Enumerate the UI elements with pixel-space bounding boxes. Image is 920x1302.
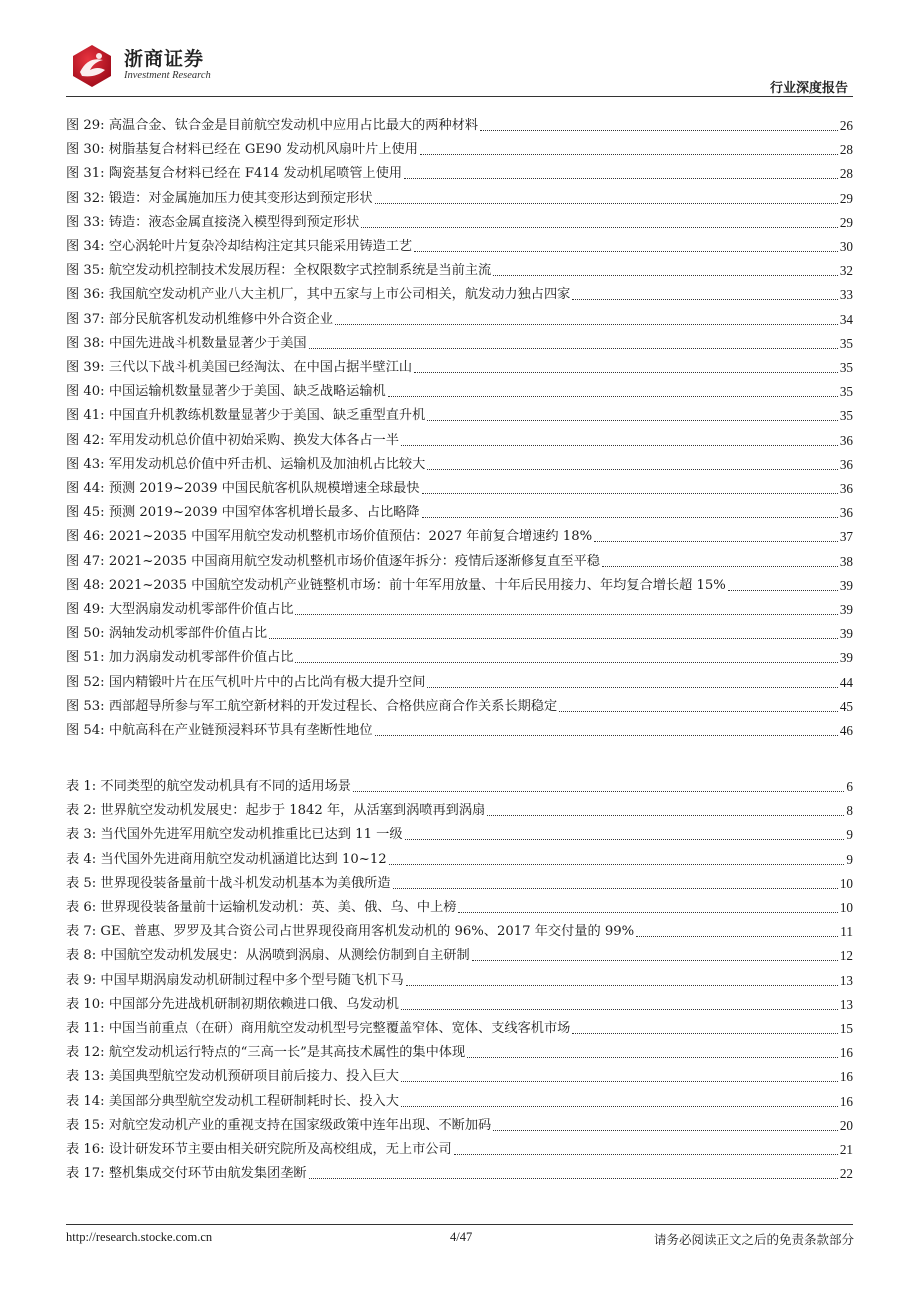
entry-title: GE、普惠、罗罗及其合资公司占世界现役商用客机发动机的 96%、2017 年交付量的 99% [100, 924, 635, 940]
dot-leader [728, 590, 838, 591]
dot-leader [493, 1130, 838, 1131]
entry-title: 航空发动机运行特点的“三高一长”是其高技术属性的集中体现 [108, 1045, 466, 1061]
dot-leader [414, 372, 838, 373]
disclaimer-note: 请务必阅读正文之后的免责条款部分 [653, 1232, 854, 1247]
entry-label: 表 6: [66, 900, 97, 915]
dot-leader [559, 711, 838, 712]
table-entry[interactable] [66, 1065, 853, 1087]
entry-title: 中航高科在产业链预浸料环节具有垄断性地位 [108, 723, 373, 738]
entry-page-number: 36 [839, 456, 853, 472]
entry-label: 图 42: [66, 432, 105, 448]
entry-title: 预测 2019~2039 中国民航客机队规模增速全球最快 [108, 481, 420, 496]
dot-leader [480, 130, 838, 131]
entry-label: 图 43: [66, 456, 105, 472]
entry-title: 涡轴发动机零部件价值占比 [108, 626, 268, 642]
footer-divider [66, 1224, 853, 1225]
figure-entry[interactable] [66, 695, 853, 717]
dot-leader [467, 1057, 838, 1058]
dot-leader [427, 469, 838, 470]
entry-page-number: 10 [839, 875, 853, 891]
entry-page-number: 36 [839, 432, 853, 448]
table-entry[interactable] [66, 1041, 853, 1063]
entry-label: 图 52: [66, 674, 105, 690]
dot-leader [375, 735, 838, 736]
entry-page-number: 39 [839, 650, 853, 666]
table-entry[interactable] [66, 775, 853, 797]
dot-leader [401, 1009, 838, 1010]
figure-entry[interactable] [66, 453, 853, 475]
entry-page-number: 32 [839, 263, 853, 279]
entry-label: 图 37: [66, 311, 105, 327]
dot-leader [422, 493, 838, 494]
page-number: 4/47 [450, 1230, 473, 1244]
entry-title: 高温合金、钛合金是目前航空发动机中应用占比最大的两种材料 [108, 118, 479, 133]
entry-page-number: 36 [839, 481, 853, 496]
table-entry[interactable] [66, 823, 853, 845]
page-header [0, 0, 920, 100]
entry-label: 图 38: [66, 335, 105, 351]
figure-entry[interactable] [66, 598, 853, 620]
table-entry[interactable] [66, 969, 853, 991]
entry-label: 表 17: [66, 1166, 105, 1182]
dot-leader [405, 839, 845, 840]
entry-label: 图 47: [66, 553, 105, 569]
table-entry[interactable] [66, 848, 853, 870]
entry-title: 对航空发动机产业的重视支持在国家级政策中连年出现、不断加码 [108, 1117, 492, 1133]
entry-title: 三代以下战斗机美国已经淘汰、在中国占据半壁江山 [108, 360, 413, 375]
entry-page-number: 38 [839, 553, 853, 569]
entry-title: 美国部分典型航空发动机工程研制耗时长、投入大 [108, 1093, 399, 1109]
entry-title: 航空发动机控制技术发展历程：全权限数字式控制系统是当前主流 [108, 263, 492, 279]
dot-leader [458, 912, 837, 913]
dot-leader [427, 687, 838, 688]
figure-entry[interactable] [66, 550, 853, 572]
entry-title: 世界航空发动机发展史：起步于 1842 年，从活塞到涡喷再到涡扇 [100, 803, 486, 819]
entry-label: 图 49: [66, 602, 105, 617]
entry-page-number: 35 [839, 360, 853, 375]
entry-page-number: 28 [839, 166, 853, 182]
entry-label: 表 5: [66, 875, 97, 891]
dot-leader [572, 1033, 837, 1034]
table-entry[interactable] [66, 944, 853, 966]
entry-page-number: 36 [839, 505, 853, 521]
entry-label: 图 30: [66, 142, 105, 158]
entry-page-number: 22 [839, 1166, 853, 1182]
entry-title: 中国航空发动机发展史：从涡喷到涡扇、从测绘仿制到自主研制 [100, 948, 470, 964]
entry-page-number: 26 [839, 118, 853, 133]
entry-title: 陶瓷基复合材料已经在 F414 发动机尾喷管上使用 [108, 166, 403, 182]
figure-entry[interactable] [66, 114, 853, 136]
entry-title: 当代国外先进商用航空发动机涵道比达到 10~12 [100, 851, 387, 867]
entry-label: 表 10: [66, 996, 105, 1012]
entry-title: 美国典型航空发动机预研项目前后接力、投入巨大 [108, 1069, 399, 1085]
dot-leader [420, 154, 838, 155]
dot-leader [414, 251, 838, 252]
logo-english-name: Investment Research [124, 70, 211, 81]
figure-entry[interactable] [66, 235, 853, 257]
entry-label: 图 45: [66, 505, 105, 521]
entry-label: 图 53: [66, 698, 105, 714]
dot-leader [375, 203, 838, 204]
dot-leader [393, 888, 838, 889]
entry-label: 图 51: [66, 650, 105, 666]
entry-title: 锻造：对金属施加压力使其变形达到预定形状 [108, 190, 373, 206]
entry-page-number: 15 [839, 1021, 853, 1036]
entry-label: 表 15: [66, 1117, 105, 1133]
figure-entry[interactable] [66, 477, 853, 499]
dot-leader [454, 1154, 838, 1155]
entry-label: 图 46: [66, 529, 105, 545]
dot-leader [636, 936, 838, 937]
table-entry[interactable] [66, 920, 853, 942]
entry-label: 图 31: [66, 166, 105, 182]
entry-page-number: 44 [839, 674, 853, 690]
entry-title: 军用发动机总价值中初始采购、换发大体各占一半 [108, 432, 399, 448]
dot-leader [406, 985, 838, 986]
entry-title: 我国航空发动机产业八大主机厂，其中五家与上市公司相关，航发动力独占四家 [108, 287, 571, 303]
entry-page-number: 20 [839, 1117, 853, 1133]
figure-entry[interactable] [66, 574, 853, 596]
entry-label: 表 4: [66, 851, 97, 867]
dot-leader [401, 445, 838, 446]
dot-leader [594, 541, 838, 542]
entry-label: 表 13: [66, 1069, 105, 1085]
header-divider [66, 96, 853, 97]
entry-page-number: 45 [839, 698, 853, 714]
figure-entry[interactable] [66, 501, 853, 523]
entry-title: 中国部分先进战机研制初期依赖进口俄、乌发动机 [108, 996, 399, 1012]
table-entry[interactable] [66, 1162, 853, 1184]
entry-label: 表 8: [66, 948, 97, 964]
entry-label: 表 2: [66, 803, 97, 819]
entry-label: 图 41: [66, 408, 105, 424]
entry-page-number: 16 [839, 1045, 853, 1061]
dot-leader [309, 1178, 838, 1179]
entry-label: 图 32: [66, 190, 105, 206]
dot-leader [309, 348, 838, 349]
dot-leader [472, 960, 838, 961]
entry-title: 当代国外先进军用航空发动机推重比已达到 11 一级 [100, 827, 403, 843]
entry-label: 图 29: [66, 118, 105, 133]
table-entry[interactable] [66, 799, 853, 821]
figure-entry[interactable] [66, 380, 853, 402]
entry-page-number: 28 [839, 142, 853, 158]
entry-page-number: 12 [839, 948, 853, 964]
entry-title: 西部超导所参与军工航空新材料的开发过程长、合格供应商合作关系长期稳定 [108, 698, 558, 714]
figure-entry[interactable] [66, 525, 853, 547]
dot-leader [401, 1106, 838, 1107]
entry-title: 大型涡扇发动机零部件价值占比 [108, 602, 294, 617]
entry-page-number: 13 [839, 972, 853, 988]
entry-page-number: 29 [839, 214, 853, 230]
entry-label: 图 35: [66, 263, 105, 279]
entry-page-number: 39 [839, 602, 853, 617]
dot-leader [422, 517, 838, 518]
entry-page-number: 16 [839, 1069, 853, 1085]
entry-page-number: 35 [839, 408, 853, 424]
figure-entry[interactable] [66, 646, 853, 668]
entry-title: 世界现役装备量前十战斗机发动机基本为美俄所造 [100, 875, 391, 891]
dot-leader [487, 815, 844, 816]
entry-label: 图 44: [66, 481, 105, 496]
table-entry[interactable] [66, 896, 853, 918]
figure-entry[interactable] [66, 259, 853, 281]
dot-leader [361, 227, 837, 228]
entry-title: 中国当前重点（在研）商用航空发动机型号完整覆盖窄体、宽体、支线客机市场 [108, 1021, 571, 1036]
figure-entry[interactable] [66, 187, 853, 209]
entry-page-number: 29 [839, 190, 853, 206]
entry-title: 中国直升机教练机数量显著少于美国、缺乏重型直升机 [108, 408, 426, 424]
entry-label: 表 7: [66, 924, 97, 940]
figure-entry[interactable] [66, 211, 853, 233]
entry-label: 图 36: [66, 287, 105, 303]
entry-page-number: 9 [846, 827, 853, 843]
entry-title: 铸造：液态金属直接浇入模型得到预定形状 [108, 214, 360, 230]
figure-entry[interactable] [66, 308, 853, 330]
figure-entry[interactable] [66, 332, 853, 354]
entry-page-number: 10 [839, 900, 853, 915]
logo-chinese-name: 浙商证券 [124, 48, 205, 70]
figure-entry[interactable] [66, 404, 853, 426]
dot-leader [335, 324, 838, 325]
entry-page-number: 11 [840, 924, 853, 940]
dot-leader [295, 662, 837, 663]
figure-entry[interactable] [66, 283, 853, 305]
dot-leader [427, 420, 838, 421]
entry-title: 部分民航客机发动机维修中外合资企业 [108, 311, 333, 327]
figure-entry[interactable] [66, 622, 853, 644]
footer-url-link[interactable]: http://research.stocke.com.cn [66, 1230, 213, 1244]
table-entry[interactable] [66, 1114, 853, 1136]
dot-leader [493, 275, 838, 276]
entry-title: 中国早期涡扇发动机研制过程中多个型号随飞机下马 [100, 972, 404, 988]
entry-label: 图 50: [66, 626, 105, 642]
figure-entry[interactable] [66, 356, 853, 378]
entry-label: 表 11: [66, 1021, 105, 1036]
entry-page-number: 16 [839, 1093, 853, 1109]
entry-page-number: 37 [839, 529, 853, 545]
entry-title: 设计研发环节主要由相关研究院所及高校组成，无上市公司 [108, 1142, 452, 1157]
figure-entry[interactable] [66, 719, 853, 741]
entry-page-number: 46 [839, 723, 853, 738]
entry-page-number: 35 [839, 335, 853, 351]
entry-page-number: 33 [839, 287, 853, 303]
dot-leader [404, 178, 838, 179]
entry-title: 空心涡轮叶片复杂冷却结构注定其只能采用铸造工艺 [108, 239, 413, 254]
entry-title: 预测 2019~2039 中国窄体客机增长最多、占比略降 [108, 505, 420, 521]
dot-leader [602, 566, 838, 567]
dot-leader [388, 396, 838, 397]
entry-title: 中国运输机数量显著少于美国、缺乏战略运输机 [108, 384, 386, 400]
table-entry[interactable] [66, 1017, 853, 1039]
figure-entry[interactable] [66, 162, 853, 184]
entry-page-number: 39 [839, 577, 853, 593]
entry-page-number: 6 [846, 779, 853, 794]
entry-label: 图 48: [66, 577, 105, 593]
entry-page-number: 9 [846, 851, 853, 867]
entry-title: 国内精锻叶片在压气机叶片中的占比尚有极大提升空间 [108, 674, 426, 690]
dot-leader [401, 1081, 838, 1082]
entry-label: 表 16: [66, 1142, 105, 1157]
entry-title: 树脂基复合材料已经在 GE90 发动机风扇叶片上使用 [108, 142, 418, 158]
report-type-label: 行业深度报告 [769, 81, 848, 96]
entry-title: 加力涡扇发动机零部件价值占比 [108, 650, 294, 666]
entry-title: 2021~2035 中国航空发动机产业链整机市场：前十年军用放量、十年后民用接力、年均复合增长超 15% [108, 577, 726, 593]
entry-label: 表 14: [66, 1093, 105, 1109]
entry-title: 2021~2035 中国商用航空发动机整机市场价值逐年拆分：疫情后逐渐修复直至平稳 [108, 553, 600, 569]
entry-page-number: 8 [846, 803, 853, 819]
entry-label: 表 1: [66, 779, 97, 794]
figure-entry[interactable] [66, 671, 853, 693]
entry-title: 中国先进战斗机数量显著少于美国 [108, 335, 307, 351]
table-entry[interactable] [66, 1090, 853, 1112]
dot-leader [353, 791, 844, 792]
entry-page-number: 21 [839, 1142, 853, 1157]
zheshang-logo-icon [68, 42, 116, 90]
entry-label: 表 9: [66, 972, 97, 988]
dot-leader [269, 638, 838, 639]
entry-label: 图 40: [66, 384, 105, 400]
entry-page-number: 34 [839, 311, 853, 327]
entry-label: 图 34: [66, 239, 105, 254]
entry-page-number: 35 [839, 384, 853, 400]
entry-page-number: 13 [839, 996, 853, 1012]
table-entry[interactable] [66, 1138, 853, 1160]
table-entry[interactable] [66, 993, 853, 1015]
figure-entry[interactable] [66, 429, 853, 451]
entry-label: 图 39: [66, 360, 105, 375]
table-entry[interactable] [66, 872, 853, 894]
dot-leader [572, 299, 837, 300]
entry-title: 军用发动机总价值中歼击机、运输机及加油机占比较大 [108, 456, 426, 472]
entry-label: 表 12: [66, 1045, 105, 1061]
dot-leader [295, 614, 837, 615]
entry-title: 不同类型的航空发动机具有不同的适用场景 [100, 779, 351, 794]
entry-page-number: 39 [839, 626, 853, 642]
entry-label: 图 54: [66, 723, 105, 738]
entry-title: 世界现役装备量前十运输机发动机：英、美、俄、乌、中上榜 [100, 900, 457, 915]
entry-label: 表 3: [66, 827, 97, 843]
figure-entry[interactable] [66, 138, 853, 160]
entry-label: 图 33: [66, 214, 105, 230]
dot-leader [389, 864, 845, 865]
entry-page-number: 30 [839, 239, 853, 254]
entry-title: 2021~2035 中国军用航空发动机整机市场价值预估：2027 年前复合增速约 18% [108, 529, 593, 545]
entry-title: 整机集成交付环节由航发集团垄断 [108, 1166, 307, 1182]
